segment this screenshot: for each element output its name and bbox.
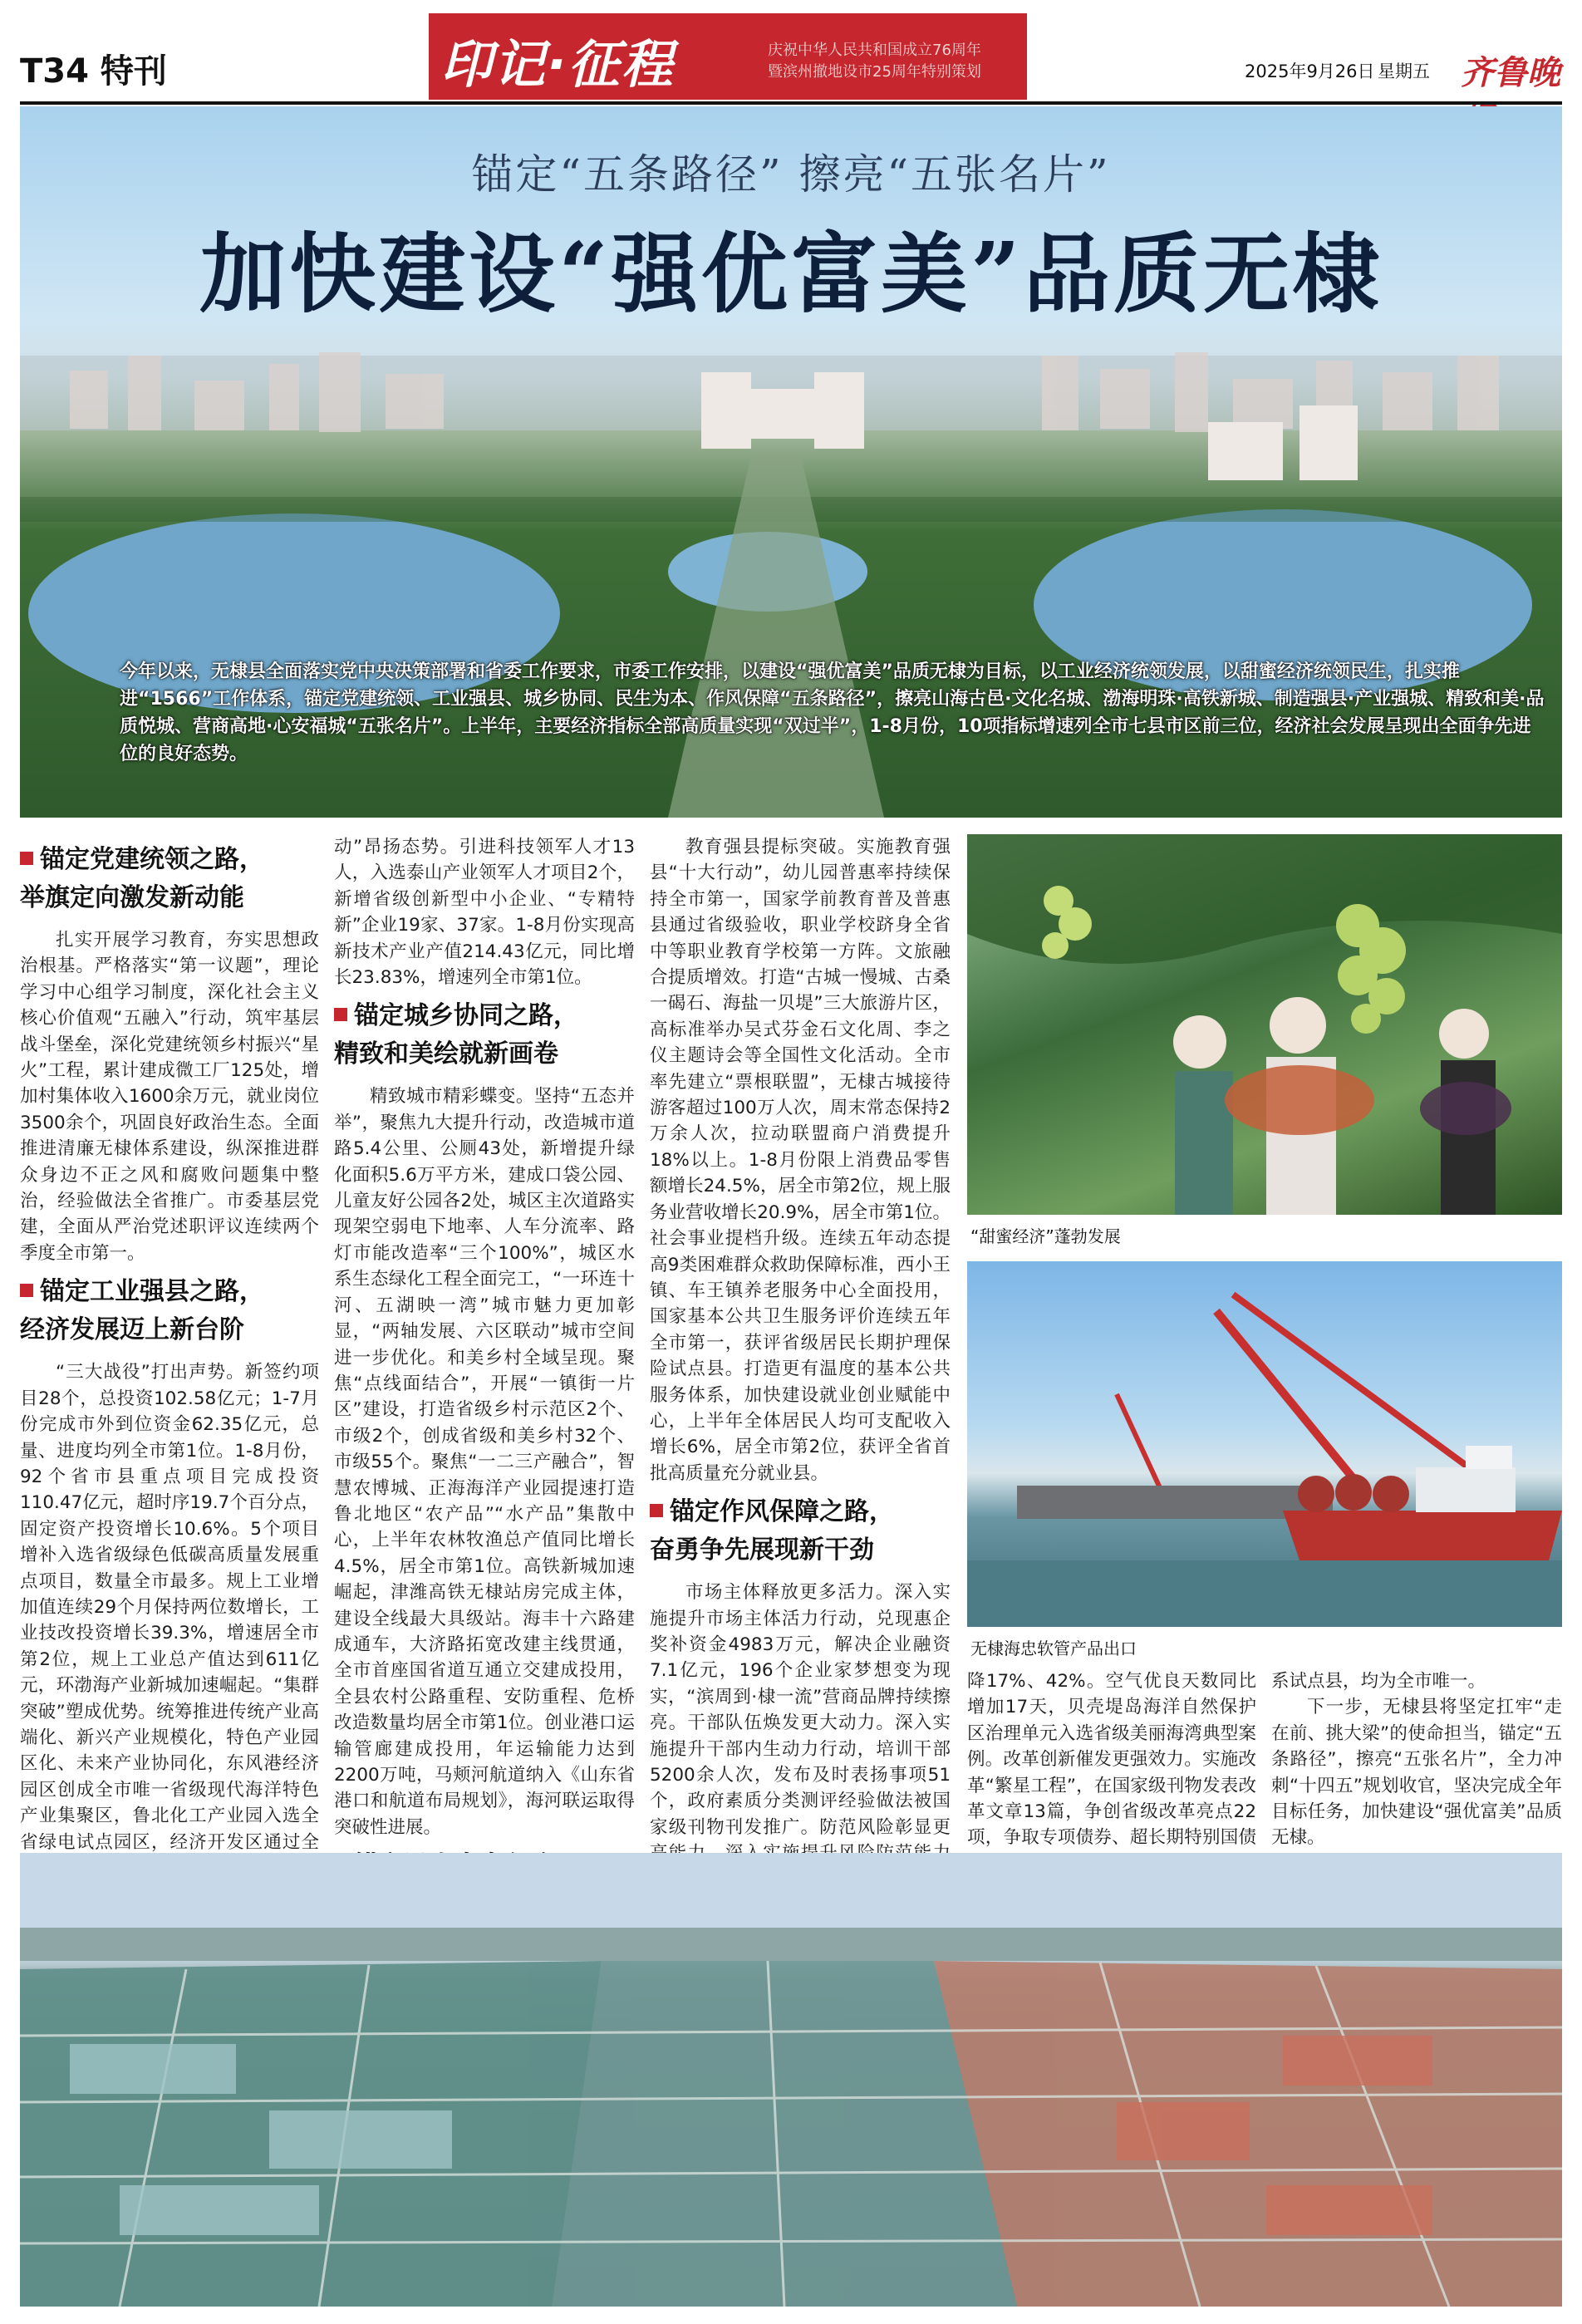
salt-field-aerial-photo — [20, 1853, 1562, 2307]
header-rule — [20, 101, 1562, 105]
banner-subtitle-2: 暨滨州撤地设市25周年特别策划 — [768, 63, 981, 81]
lead-paragraph: 今年以来，无棣县全面落实党中央决策部署和省委工作要求，市委工作安排，以建设“强优富美”品质无棣为目标，以工业经济统领发展，以甜蜜经济统领民生，扎实推进“1566”工作体系，锚定党建统领、工业强县、城乡协同、民生为本、作风保障“五条路径”，擦亮山海古邑·文化名城、渤海明珠·高铁新城、制造强县·产业强城、精致和美·品质悦城、营商高地·心安福城“五张名片”。上半年，主要经济指标全部高质量实现“双过半”，1-8月份，10项指标增速列全市七县市区前三位，经济社会发展呈现出全面争先进位的良好态势。 — [120, 661, 1545, 764]
page-title: 加快建设“强优富美”品质无棣 — [199, 223, 1383, 325]
paragraph: 降17%、42%。空气优良天数同比增加17天，贝壳堤岛海洋自然保护区治理单元入选省级美丽海湾典型案例。改革创新催发更强效力。实施改革“繁星工程”，在国家级刊物发表改革文章13篇，争创省级改革亮点22项，争取专项债券、超长期特别国债 — [967, 1671, 1256, 1849]
salt-pan-illustration — [20, 1853, 1562, 2307]
special-edition-banner — [429, 13, 1027, 100]
section-heading-urban-rural: 锚定城乡协同之路， 精致和美绘就新画卷 — [334, 1001, 578, 1069]
section-marker — [334, 1008, 347, 1021]
section-marker — [20, 1284, 33, 1297]
article-column-1 — [20, 834, 319, 1933]
page-number: T34 特刊 — [20, 52, 167, 91]
banner-subtitle-1: 庆祝中华人民共和国成立76周年 — [768, 42, 981, 59]
grape-vineyard-illustration — [967, 834, 1562, 1215]
section-heading-industry: 锚定工业强县之路， 经济发展迈上新台阶 — [20, 1277, 264, 1345]
paragraph: 扎实开展学习教育，夯实思想政治根基。严格落实“第一议题”，理论学习中心组学习制度，深化社会主义核心价值观“五融入”行动，筑牢基层战斗堡垒，深化党建统领乡村振兴“星火”工程，累计建成微工厂125处，增加村集体收入1600余万元，就业岗位3500余个，巩固良好政治生态。全面推进清廉无棣体系建设，纵深推进群众身边不正之风和腐败问题集中整治，经验做法全省推广。市委基层党建，全面从严治党述职评议连续两个季度全市第一。 — [20, 930, 319, 1264]
grape-harvest-photo — [967, 834, 1562, 1215]
paragraph: 精致城市精彩蝶变。坚持“五态并举”，聚焦九大提升行动，改造城市道路5.4公里、公厕43处，新增提升绿化面积5.6万平方米，建成口袋公园、儿童友好公园各2处，城区主次道路实现架空弱电下地率、人车分流率、路灯市能改造率“三个100%”，城区水系生态绿化工程全面完工，“一环连十河、五湖映一湾”城市魅力更加彰显，“两轴发展、六区联动”城市空间进一步优化。和美乡村全域呈现。聚焦“点线面结合”，开展“一镇街一片区”建设，打造省级乡村示范区2个、市级2个，创成省级和美乡村32个、市级55个。聚焦“一二三产融合”，智慧农博城、正海海洋产业园提速打造鲁北地区“农产品”“水产品”集散中心，上半年农林牧渔总产值同比增长4.5%，居全市第1位。高铁新城加速崛起，津潍高铁无棣站房完成主体，建设全线最大具级站。海丰十六路建成通车，大济路拓宽改建主线贯通，全市首座国省道互通立交建成投用，全县农村公路重程、安防重程、危桥改造数量均居全市第1位。创业港口运输管廊建成投用，年运输能力达到2200万吨，马颊河航道纳入《山东省港口和航道布局规划》，海河联运取得突破性进展。 — [334, 1086, 635, 1838]
paragraph: 教育强县提标突破。实施教育强县“十大行动”，幼儿园普惠率持续保持全市第一，国家学前教育普及普惠县通过省级验收，职业学校跻身全省中等职业教育学校第一方阵。文旅融合提质增效。打造“古城一慢城、古桑一碣石、海盐一贝堤”三大旅游片区，高标准举办吴式芬金石文化周、李之仪主题诗会等全国性文化活动。全市率先建立“票根联盟”，无棣古城接待游客超过100万人次，周末常态保持2万余人次，拉动联盟商户消费提升18%以上。1-8月份限上消费品零售额增长24.5%，居全市第2位，规上服务业营收增长20.9%，居全市第1位。社会事业提档升级。连续五年动态提高9类困难群众救助保障标准，西小王镇、车王镇养老服务中心全面投用，国家基本公共卫生服务评价连续五年全市第一，获评省级居民长期护理保险试点县。打造更有温度的基本公共服务体系，加快建设就业创业赋能中心，上半年全体居民人均可支配收入增长6%，居全市第2位，获评全省首批高质量充分就业县。 — [650, 837, 951, 1484]
paragraph: 动”昂扬态势。引进科技领军人才13人，入选泰山产业领军人才项目2个，新增省级创新型中小企业、“专精特新”企业19家、37家。1-8月份实现高新技术产业产值214.43亿元，同比增长23.83%，增速列全市第1位。 — [334, 837, 635, 989]
crane-ship-illustration — [967, 1261, 1562, 1627]
port-export-photo — [967, 1261, 1562, 1627]
issue-weekday: 星期五 — [1378, 61, 1430, 81]
paragraph: 系试点县，均为全市唯一。 — [1271, 1671, 1486, 1692]
banner-title: 印记·征程 — [440, 34, 675, 95]
article-column-2 — [334, 834, 635, 1933]
page-header — [20, 13, 1562, 100]
hero-aerial-photo — [20, 106, 1562, 818]
photo-caption-2: 无棣海忠软管产品出口 — [970, 1639, 1137, 1658]
photo-caption-1: “甜蜜经济”蓬勃发展 — [970, 1226, 1121, 1246]
section-heading-party: 锚定党建统领之路， 举旗定向激发新动能 — [20, 845, 264, 912]
section-marker — [650, 1504, 663, 1517]
hero-kicker: 锚定“五条路径” 擦亮“五张名片” — [471, 150, 1111, 199]
paragraph: “三大战役”打出声势。新签约项目28个，总投资102.58亿元；1-7月份完成市外到位资金62.35亿元，总量、进度均列全市第1位。1-8月份，92个省市县重点项目完成投资110.47亿元，超时序19.7个百分点，固定资产投资增长10.6%。5个项目增补入选省级绿色低碳高质量发展重点项目，数量全市最多。规上工业增加值连续29个月保持两位数增长，工业技改投资增长39.3%，增速居全市第2位，规上工业总产值达到611亿元，环渤海产业新城加速崛起。“集群突破”塑成优势。统筹推进传统产业高端化、新兴产业规模化，特色产业园区化、未来产业协同化，东风港经济园区创成全市唯一省级现代海洋特色产业集聚区，鲁北化工产业园入选全省绿电试点园区，经济开发区通过全 — [20, 1362, 319, 1853]
issue-date: 2025年9月26日 — [1245, 61, 1375, 81]
paragraph: 下一步，无棣县将坚定扛牢“走在前、挑大梁”的使命担当，锚定“五条路径”，擦亮“五张名片”，全力冲刺“十四五”规划收官，坚决完成全年目标任务，加快建设“强优富美”品质无棣。 — [1271, 1697, 1562, 1849]
article-column-3 — [650, 834, 951, 1919]
section-heading-work-style: 锚定作风保障之路， 奋勇争先展现新干劲 — [650, 1497, 894, 1565]
paragraph: 市场主体释放更多活力。深入实施提升市场主体活力行动，兑现惠企奖补资金4983万元，解决企业融资7.1亿元，196个企业家梦想变为现实，“滨周到·棣一流”营商品牌持续擦亮。干部队伍焕发更大动力。深入实施提升干部内生动力行动，培训干部5200余人次，发布及时表扬事项51个，政府素质分类测评经验做法被国家级刊物刊发推广。防范风险彰显更 — [650, 1582, 951, 1838]
section-marker — [20, 852, 33, 865]
newspaper-logo: 齐鲁晚 — [1461, 53, 1560, 92]
